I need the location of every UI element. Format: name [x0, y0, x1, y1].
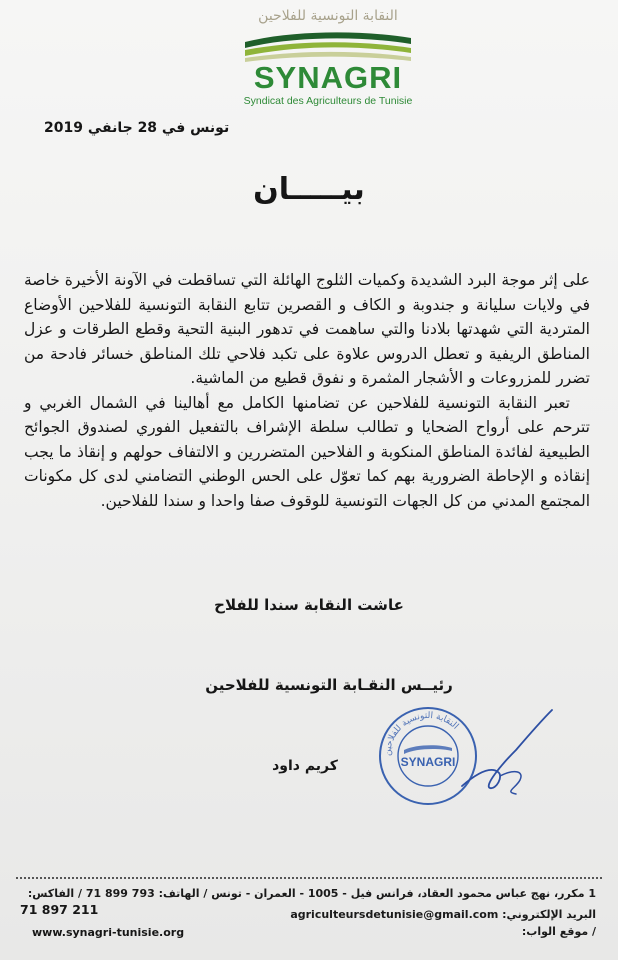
letterhead-logo: [228, 8, 428, 126]
brand-name: SYNAGRI: [253, 60, 403, 95]
footer-email: البريد الإلكتروني: agriculteursdetunisie@gmail.com: [290, 908, 596, 921]
footer-fax: 71 897 211: [20, 902, 99, 917]
document-date: تونس في 28 جانفي 2019: [44, 120, 230, 136]
footer-website-label: / موقع الواب:: [521, 925, 596, 938]
body-paragraph-1: على إثر موجة البرد الشديدة وكميات الثلوج الهائلة التي تساقطت في الآونة الأخيرة خاصة في ولايات سليانة و جندوبة و الكاف و القصرين تتابع النقابة التونسية للفلاحين الأوضاع المتردية التي شهدتها بلادنا والتي ساهمت في تدهور البنية التحية وقطع الطرقات و عزل المناطق الريفية و تعطل الدروس علاوة على تكبد فلاحي تلك المناطق خسائر فادحة من تضرر للمزروعات و الأشجار المثمرة و نفوق قطيع من الماشية.: [24, 271, 590, 387]
logo-arabic-name: النقابة التونسية للفلاحين: [258, 8, 398, 24]
footer-address: 1 مكرر، نهج عباس محمود العقاد، فرانس فيل - 1005 - العمران - تونس / الهاتف: 793 899 71 / الفاكس:: [27, 887, 596, 900]
footer-divider: [16, 877, 602, 879]
stamp-ring-text: النقابة التونسية للفلاحين: [382, 710, 461, 757]
signer-title: رئيــس النقـابة التونسية للفلاحين: [205, 676, 453, 694]
stamp-center-text: SYNAGRI: [400, 755, 456, 769]
handwritten-signature-icon: [456, 706, 556, 802]
brand-subtitle: Syndicat des Agriculteurs de Tunisie: [243, 95, 413, 107]
closing-slogan: عاشت النقابة سندا للفلاح: [214, 596, 404, 614]
body-paragraph-2: تعبر النقابة التونسية للفلاحين عن تضامنها الكامل مع أهالينا في الشمال الغربي و تترحم على أرواح الضحايا و تطالب سلطة الإشراف بالتفعيل الفوري لصندوق الجوائح الطبيعية لفائدة المناطق المنكوبة و الفلاحين المتضررين و الالتفاف حولهم و إنقاذ ما يجب إنقاذه و الإحاطة الضرورية بهم كما تعوّل على الحس الوطني التضامني لدى كل مكونات المجتمع المدني من كل الجهات التونسية للوقوف صفا واحدا و سندا للفلاحين.: [24, 393, 590, 510]
footer-website: www.synagri-tunisie.org: [32, 926, 185, 939]
document-heading: بيـــــان: [253, 172, 365, 207]
signer-name: كريم داود: [272, 758, 338, 774]
statement-body: [24, 268, 590, 513]
field-swoosh-icon: [243, 28, 413, 62]
